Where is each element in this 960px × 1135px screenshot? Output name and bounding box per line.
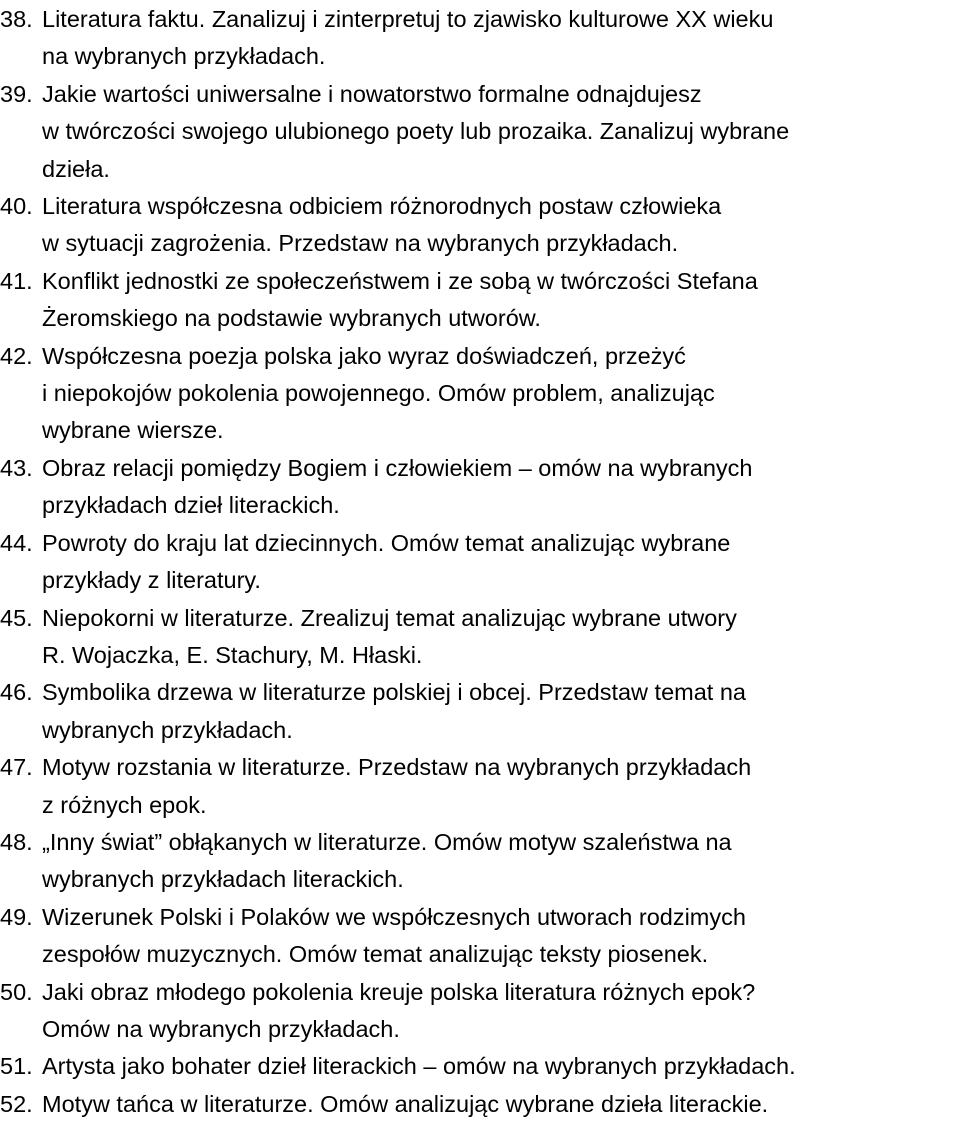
- item-text-line: R. Wojaczka, E. Stachury, M. Hłaski.: [42, 641, 423, 668]
- item-text-line: Omów na wybranych przykładach.: [42, 1015, 400, 1042]
- item-text: [42, 600, 960, 675]
- item-text-line: Literatura faktu. Zanalizuj i zinterpretuj to zjawisko kulturowe XX wieku: [42, 6, 774, 32]
- list-item: [0, 749, 960, 824]
- item-text: [42, 674, 960, 749]
- item-text: [42, 749, 960, 824]
- item-text: [42, 338, 960, 450]
- item-text-line: Współczesna poezja polska jako wyraz doświadczeń, przeżyć: [42, 342, 686, 369]
- list-item: [0, 263, 960, 338]
- item-text-line: Literatura współczesna odbiciem różnorodnych postaw człowieka: [42, 193, 722, 220]
- list-item: [0, 824, 960, 899]
- item-text-line: z różnych epok.: [42, 791, 207, 818]
- item-text: [42, 1048, 960, 1085]
- item-text-line: Powroty do kraju lat dziecinnych. Omów temat analizując wybrane: [42, 529, 731, 556]
- list-item: [0, 1086, 960, 1123]
- item-text-line: przykłady z literatury.: [42, 567, 261, 594]
- item-text-line: na wybranych przykładach.: [42, 43, 326, 70]
- item-number: 47.: [0, 754, 33, 781]
- item-number: 43.: [0, 454, 33, 481]
- list-item: [0, 188, 960, 263]
- list-item: [0, 338, 960, 450]
- item-text-line: i niepokojów pokolenia powojennego. Omów problem, analizując: [42, 380, 715, 407]
- list-item: [0, 450, 960, 525]
- item-text-line: przykładach dzieł literackich.: [42, 492, 340, 519]
- item-text-line: Żeromskiego na podstawie wybranych utworów.: [42, 305, 541, 332]
- item-number: 52.: [0, 1090, 33, 1117]
- item-number: 51.: [0, 1053, 33, 1080]
- item-text-line: Konflikt jednostki ze społeczeństwem i ze sobą w twórczości Stefana: [42, 267, 758, 294]
- item-text: [42, 974, 960, 1049]
- item-number: 44.: [0, 529, 33, 556]
- item-text-line: dzieła.: [42, 155, 110, 182]
- item-text-line: wybrane wiersze.: [42, 417, 224, 444]
- item-text: [42, 76, 960, 188]
- item-text-line: Niepokorni w literaturze. Zrealizuj temat analizując wybrane utwory: [42, 604, 737, 631]
- item-text-line: wybranych przykładach literackich.: [42, 866, 404, 893]
- item-number: 42.: [0, 342, 33, 369]
- item-text-line: Artysta jako bohater dzieł literackich – omów na wybranych przykładach.: [42, 1053, 796, 1080]
- list-item: [0, 600, 960, 675]
- item-text-line: Symbolika drzewa w literaturze polskiej i obcej. Przedstaw temat na: [42, 679, 746, 706]
- list-item: [0, 974, 960, 1049]
- item-number: 49.: [0, 903, 33, 930]
- item-text-line: Motyw rozstania w literaturze. Przedstaw na wybranych przykładach: [42, 754, 752, 781]
- item-text-line: zespołów muzycznych. Omów temat analizując teksty piosenek.: [42, 941, 709, 968]
- item-text: [42, 263, 960, 338]
- item-text-line: „Inny świat” obłąkanych w literaturze. Omów motyw szaleństwa na: [42, 828, 732, 855]
- item-text-line: Jaki obraz młodego pokolenia kreuje polska literatura różnych epok?: [42, 978, 756, 1005]
- item-text: [42, 899, 960, 974]
- list-item: [0, 76, 960, 188]
- item-text-line: Wizerunek Polski i Polaków we współczesnych utworach rodzimych: [42, 903, 746, 930]
- item-text-line: w twórczości swojego ulubionego poety lub prozaika. Zanalizuj wybrane: [42, 118, 790, 145]
- item-number: 39.: [0, 80, 33, 107]
- item-text-line: w sytuacji zagrożenia. Przedstaw na wybranych przykładach.: [42, 230, 679, 257]
- item-text: [42, 450, 960, 525]
- item-number: 41.: [0, 267, 33, 294]
- item-text: [42, 824, 960, 899]
- item-text-line: Jakie wartości uniwersalne i nowatorstwo formalne odnajdujesz: [42, 80, 702, 107]
- item-text: [42, 188, 960, 263]
- list-item: [0, 1, 960, 76]
- item-number: 38.: [0, 6, 33, 32]
- item-text-line: wybranych przykładach.: [42, 716, 293, 743]
- item-number: 40.: [0, 193, 33, 220]
- item-number: 48.: [0, 828, 33, 855]
- list-item: [0, 1048, 960, 1085]
- item-number: 45.: [0, 604, 33, 631]
- list-item: [0, 525, 960, 600]
- item-text: [42, 1086, 960, 1123]
- item-text-line: Obraz relacji pomiędzy Bogiem i człowiekiem – omów na wybranych: [42, 454, 753, 481]
- item-text-line: Motyw tańca w literaturze. Omów analizując wybrane dzieła literackie.: [42, 1090, 769, 1117]
- item-number: 50.: [0, 978, 33, 1005]
- list-item: [0, 674, 960, 749]
- item-number: 46.: [0, 679, 33, 706]
- item-text: [42, 525, 960, 600]
- list-item: [0, 899, 960, 974]
- item-text: [42, 1, 960, 76]
